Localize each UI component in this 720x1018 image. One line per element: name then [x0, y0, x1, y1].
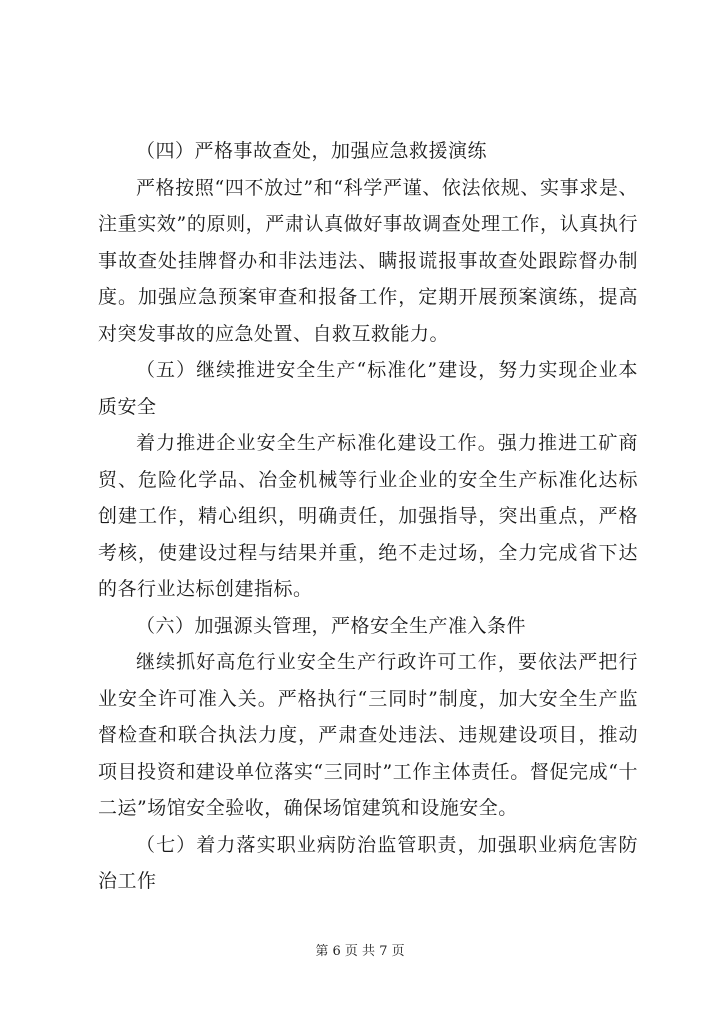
body-paragraph: 严格按照“四不放过”和“科学严谨、依法依规、实事求是、注重实效”的原则，严肃认真做好事故调查处理工作，认真执行事故查处挂牌督办和非法违法、瞒报谎报事故查处跟踪督办制度。加强应急预案审查和报备工作，定期开展预案演练，提高对突发事故的应急处置、自救互救能力。	[98, 176, 638, 345]
body-paragraph: 继续抓好高危行业安全生产行政许可工作，要依法严把行业安全许可准入关。严格执行“三同时”制度，加大安全生产监督检查和联合执法力度，严肃查处违法、违规建设项目，推动项目投资和建设单位落实“三同时”工作主体责任。督促完成“十二运”场馆安全验收，确保场馆建筑和设施安全。	[98, 651, 638, 819]
document-body	[98, 133, 638, 900]
page-footer	[0, 940, 720, 959]
section-heading-4: （四）严格事故查处，加强应急救援演练	[136, 140, 488, 162]
page-number: 第 6 页 共 7 页	[315, 944, 405, 959]
section-heading-7: （七）着力落实职业病防治监管职责，加强职业病危害防治工作	[98, 833, 638, 892]
body-paragraph: 着力推进企业安全生产标准化建设工作。强力推进工矿商贸、危险化学品、冶金机械等行业企业的安全生产标准化达标创建工作，精心组织，明确责任，加强指导，突出重点，严格考核，使建设过程与结果并重，绝不走过场，全力完成省下达的各行业达标创建指标。	[98, 432, 638, 600]
section-heading-6: （六）加强源头管理，严格安全生产准入条件	[136, 614, 527, 637]
section-heading-5: （五）继续推进安全生产“标准化”建设，努力实现企业本质安全	[98, 359, 638, 418]
